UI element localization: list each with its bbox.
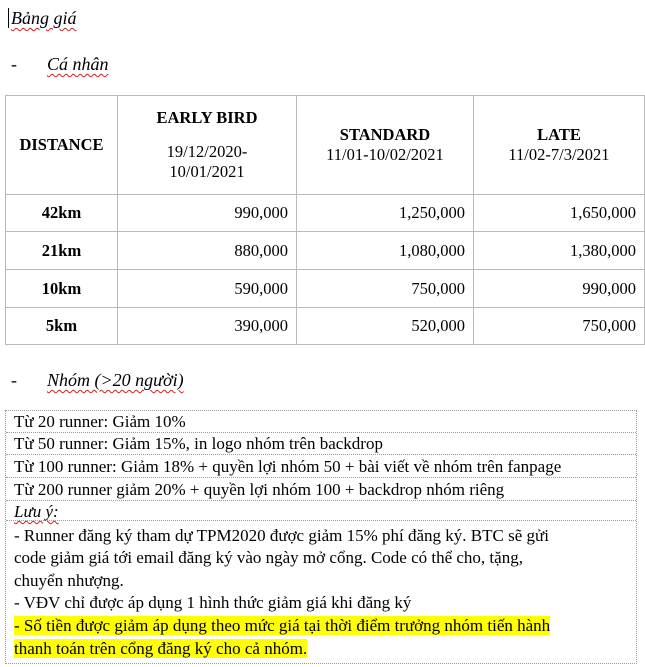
group-discount-box <box>5 410 637 664</box>
phase-name: EARLY BIRD <box>156 108 258 127</box>
row-divider <box>6 520 636 521</box>
row-divider <box>6 477 636 478</box>
highlighted-note: - Số tiền được giảm áp dụng theo mức giá tại thời điểm trưởng nhóm tiến hành <box>14 616 551 635</box>
table-row <box>6 270 645 308</box>
highlighted-note: thanh toán trên cổng đăng ký cho cả nhóm. <box>14 639 308 658</box>
note-line: - Runner đăng ký tham dự TPM2020 được giảm 15% phí đăng ký. BTC sẽ gửi <box>14 526 549 545</box>
distance-cell: 21km <box>6 232 118 270</box>
distance-cell: 42km <box>6 195 118 232</box>
row-divider <box>6 500 636 501</box>
price-late: 1,380,000 <box>474 232 645 270</box>
table-row <box>6 195 645 232</box>
price-standard: 1,250,000 <box>297 195 474 232</box>
section-heading-group: Nhóm (>20 người) <box>47 370 184 390</box>
price-standard: 1,080,000 <box>297 232 474 270</box>
page-title: Bảng giá <box>11 8 77 28</box>
price-late: 1,650,000 <box>474 195 645 232</box>
phase-header-early <box>118 96 297 195</box>
bullet-dash: - <box>11 370 17 390</box>
distance-header: DISTANCE <box>6 96 118 195</box>
price-late: 750,000 <box>474 308 645 345</box>
price-standard: 520,000 <box>297 308 474 345</box>
phase-dates: 11/01-10/02/2021 <box>326 145 444 164</box>
phase-dates: 19/12/2020-10/01/2021 <box>166 142 248 181</box>
group-tier: Từ 20 runner: Giảm 10% <box>14 412 186 431</box>
note-label: Lưu ý: <box>14 502 59 521</box>
group-tier: Từ 200 runner giảm 20% + quyền lợi nhóm 100 + backdrop nhóm riêng <box>14 480 505 499</box>
price-early: 880,000 <box>118 232 297 270</box>
phase-header-standard <box>297 96 474 195</box>
note-line: code giảm giá tới email đăng ký vào ngày mở cổng. Code có thể cho, tặng, <box>14 548 523 567</box>
price-standard: 750,000 <box>297 270 474 308</box>
price-early: 590,000 <box>118 270 297 308</box>
table-row <box>6 308 645 345</box>
table-row <box>6 232 645 270</box>
price-early: 990,000 <box>118 195 297 232</box>
distance-cell: 10km <box>6 270 118 308</box>
phase-header-late <box>474 96 645 195</box>
price-table <box>5 95 645 345</box>
row-divider <box>6 454 636 455</box>
phase-dates: 11/02-7/3/2021 <box>508 145 610 164</box>
section-heading-personal: Cá nhân <box>47 54 109 74</box>
note-line: - VĐV chỉ được áp dụng 1 hình thức giảm giá khi đăng ký <box>14 593 412 612</box>
phase-name: LATE <box>537 125 581 144</box>
text-cursor <box>8 8 9 28</box>
note-line: chuyển nhượng. <box>14 571 124 590</box>
distance-cell: 5km <box>6 308 118 345</box>
price-early: 390,000 <box>118 308 297 345</box>
group-tier: Từ 50 runner: Giảm 15%, in logo nhóm trên backdrop <box>14 434 383 453</box>
row-divider <box>6 432 636 433</box>
phase-name: STANDARD <box>339 125 431 144</box>
group-tier: Từ 100 runner: Giảm 18% + quyền lợi nhóm 50 + bài viết về nhóm trên fanpage <box>14 457 562 476</box>
table-header-row <box>6 96 645 195</box>
price-late: 990,000 <box>474 270 645 308</box>
bullet-dash: - <box>11 54 17 74</box>
